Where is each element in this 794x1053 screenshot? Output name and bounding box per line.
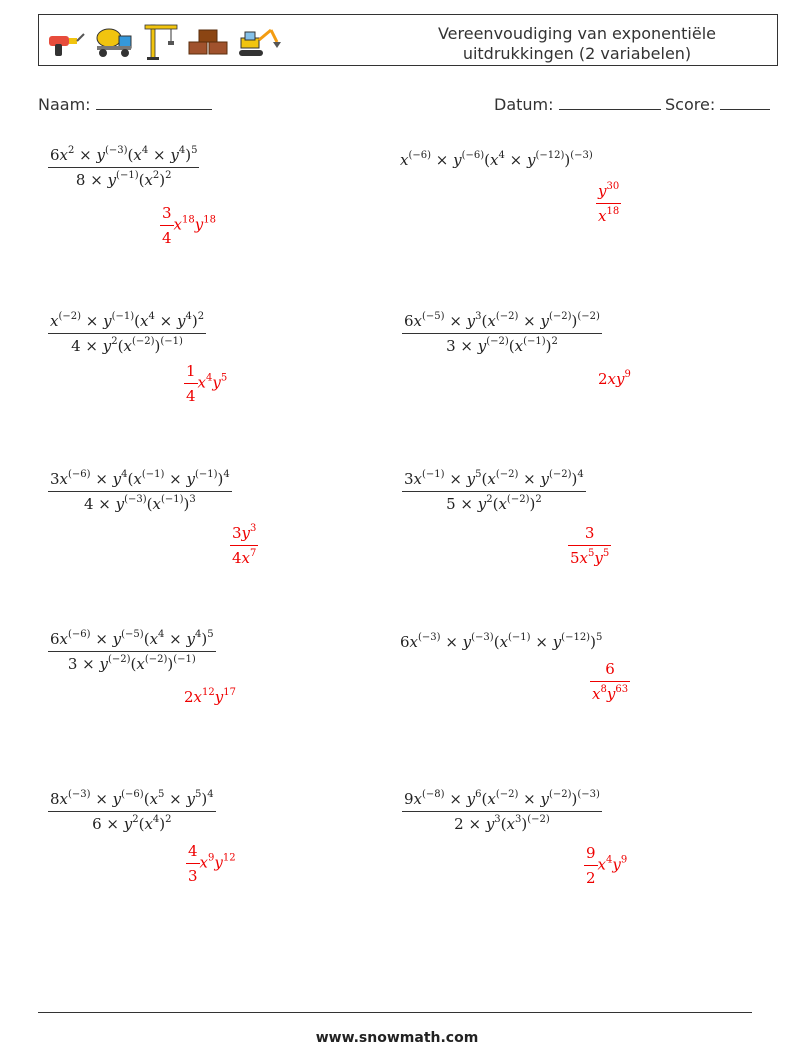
score-blank[interactable]	[720, 93, 770, 110]
footer-url[interactable]: www.snowmath.com	[315, 1030, 479, 1046]
problem-7: $\frac{6x^{(-6)} \times y^{(-5)}(x^4 \times y^4)^5}{3 \times y^{(-2)}(x^{(-2)})^{(-1)}}$	[50, 629, 214, 673]
score-label: Score:	[665, 95, 716, 114]
answer-8: $\frac{6}{x^8y^{63}}$	[592, 660, 629, 703]
date-blank[interactable]	[559, 93, 661, 110]
worksheet-title: Vereenvoudiging van exponentiële uitdrukkingen (2 variabelen)	[437, 24, 717, 63]
problem-9: $\frac{8x^{(-3)} \times y^{(-6)}(x^5 \times y^5)^4}{6 \times y^2(x^4)^2}$	[50, 789, 214, 833]
answer-6: $\frac{3}{5x^5y^5}$	[570, 524, 610, 567]
answer-1: $\frac{3}{4}$ $x^{18}y^{18}$	[162, 204, 216, 247]
cement-mixer-icon	[93, 24, 135, 58]
problem-4: $\frac{6x^{(-5)} \times y^3(x^{(-2)} \times y^{(-2)})^{(-2)}}{3 \times y^{(-2)}(x^{(-1)})^2}$	[404, 311, 600, 355]
worksheet-header	[38, 14, 778, 66]
name-blank[interactable]	[96, 93, 212, 110]
bricks-icon	[187, 26, 229, 56]
problem-8: $6x^{(-3)} \times y^{(-3)}(x^{(-1)} \times y^{(-12)})^5$	[400, 632, 603, 651]
answer-7: $2x^{12}y^{17}$	[184, 687, 236, 706]
problem-3: $\frac{x^{(-2)} \times y^{(-1)}(x^4 \times y^4)^2}{4 \times y^2(x^{(-2)})^{(-1)}}$	[50, 311, 205, 355]
excavator-icon	[237, 24, 281, 58]
problem-5: $\frac{3x^{(-6)} \times y^4(x^{(-1)} \times y^{(-1)})^4}{4 \times y^{(-3)}(x^{(-1)})^3}$	[50, 469, 230, 513]
date-label: Datum:	[494, 95, 554, 114]
answer-10: $\frac{9}{2}$ $x^4y^9$	[586, 844, 628, 887]
answer-9: $\frac{4}{3}$ $x^9y^{12}$	[188, 842, 236, 885]
score-field[interactable]	[665, 93, 770, 114]
problem-2: $x^{(-6)} \times y^{(-6)}(x^4 \times y^{(-12)})^{(-3)}$	[400, 150, 593, 169]
answer-4: $2xy^9$	[598, 369, 631, 388]
problem-6: $\frac{3x^{(-1)} \times y^5(x^{(-2)} \times y^{(-2)})^4}{5 \times y^2(x^{(-2)})^2}$	[404, 469, 584, 513]
answer-3: $\frac{1}{4}$ $x^4y^5$	[186, 362, 228, 405]
crane-icon	[143, 21, 179, 61]
answer-2: $\frac{y^{30}}{x^{18}}$	[598, 181, 620, 225]
footer-divider	[38, 1012, 752, 1013]
drill-icon	[45, 24, 85, 58]
name-field[interactable]	[38, 93, 212, 114]
problem-1: $\frac{6x^2 \times y^{(-3)}(x^4 \times y^4)^5}{8 \times y^{(-1)}(x^2)^2}$	[50, 145, 198, 189]
date-field[interactable]	[494, 93, 661, 114]
header-icons	[45, 23, 281, 59]
answer-5: $\frac{3y^3}{4x^7}$	[232, 523, 257, 567]
name-label: Naam:	[38, 95, 91, 114]
problem-10: $\frac{9x^{(-8)} \times y^6(x^{(-2)} \times y^{(-2)})^{(-3)}}{2 \times y^3(x^3)^{(-2)}}$	[404, 789, 600, 833]
